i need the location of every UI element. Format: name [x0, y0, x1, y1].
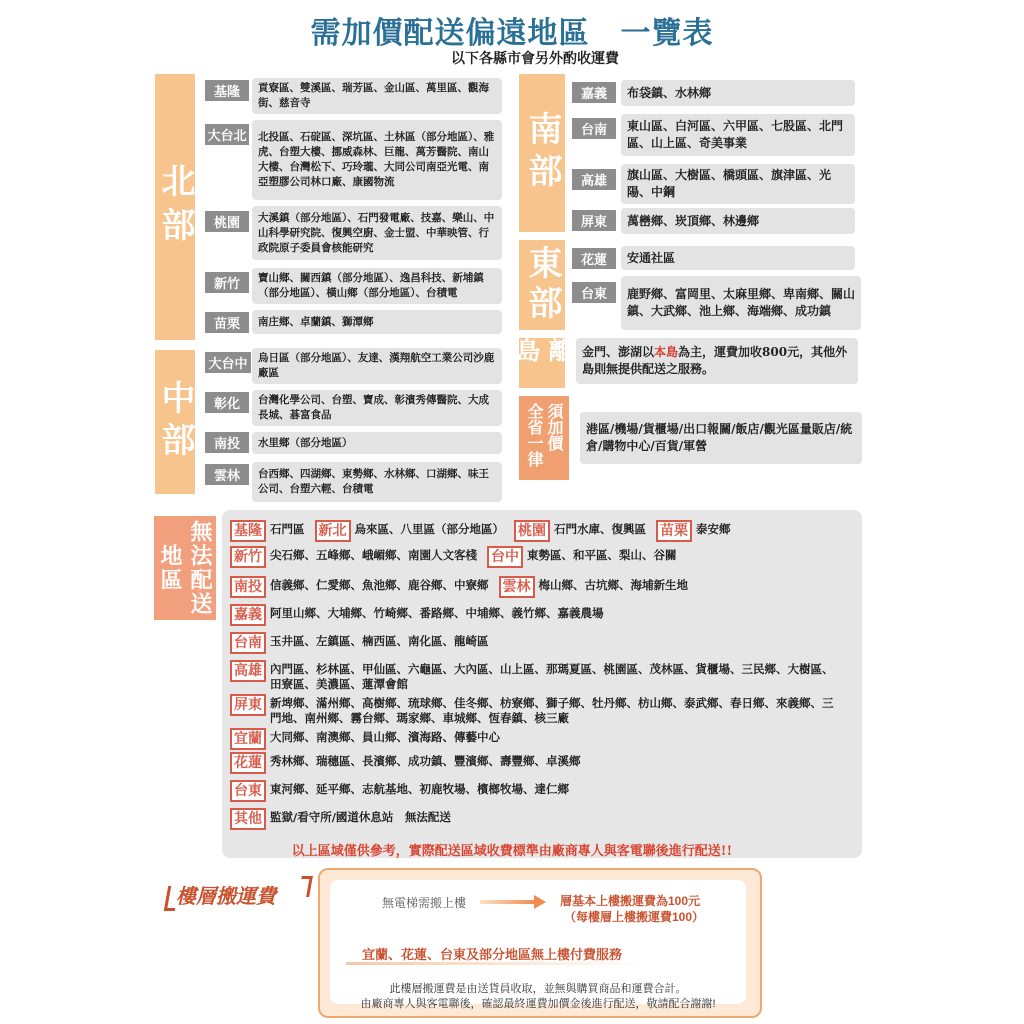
noship-county-tag: 桃園: [514, 520, 550, 542]
south-pingtung-text: [621, 208, 855, 234]
tag-taichung: 大台中: [205, 352, 251, 373]
noship-county-tag: 屏東: [230, 694, 266, 716]
islands-note: [582, 344, 852, 378]
tag-taitung: 台東: [572, 282, 616, 303]
region-east-label: 東部: [522, 245, 562, 325]
tag-taipei: 大台北: [205, 124, 249, 145]
region-south-label: 南部: [522, 111, 562, 195]
north-taoyuan-text: [252, 206, 502, 260]
south-pingtung-areas: 萬巒鄉、崁頂鄉、林邊鄉: [627, 213, 760, 228]
region-south: [519, 74, 565, 232]
noship-county-tag: 新北: [315, 520, 351, 542]
tag-kaohsiung: 高雄: [572, 169, 616, 190]
tag-yunlin: 雲林: [205, 464, 249, 485]
noship-county-tag: 雲林: [499, 576, 535, 598]
central-yunlin-areas: 台西鄉、四湖鄉、東勢鄉、水林鄉、口湖鄉、味王公司、台塑六輕、台積電: [258, 468, 489, 495]
east-hualien-text: [621, 246, 855, 270]
noship-row: [230, 728, 850, 750]
noship-areas: 石門水庫、復興區: [554, 522, 646, 536]
noship-areas: 烏來區、八里區（部分地區）: [354, 522, 504, 536]
north-taipei-text: [252, 120, 502, 200]
noship-areas: 秀林鄉、瑞穗區、長濱鄉、成功鎮、豐濱鄉、壽豐鄉、卓溪鄉: [270, 754, 581, 768]
arrow-right-icon: [534, 895, 546, 909]
noship-row: [230, 660, 850, 692]
noship-row: [230, 752, 850, 774]
south-chiayi-areas: 布袋鎮、水林鄉: [627, 85, 712, 100]
region-north-label: 北部: [155, 163, 195, 251]
north-miaoli-text: [252, 310, 502, 334]
noship-row: [230, 546, 850, 568]
stairs-note1: 此樓層搬運費是由送貨員收取，並無與購買商品和運費合計。: [389, 983, 687, 995]
stairs-title-bracket-right: [298, 876, 313, 897]
tag-taoyuan: 桃園: [205, 211, 249, 232]
noship-areas: 玉井區、左鎮區、楠西區、南化區、龍崎區: [270, 634, 489, 648]
islands-highlight: 本島: [654, 345, 679, 359]
page-subtitle: 以下各縣市會另外酌收運費: [451, 51, 619, 67]
north-keelung-text: [252, 78, 502, 114]
north-keelung-areas: 貢寮區、雙溪區、瑞芳區、金山區、萬里區、觀海街、慈音寺: [258, 82, 489, 109]
region-nationwide-label: 全省一律: [525, 403, 544, 467]
noship-county-tag: 宜蘭: [230, 728, 266, 750]
noship-areas: 尖石鄉、五峰鄉、峨嵋鄉、南園人文客棧: [270, 548, 477, 562]
tag-hualien: 花蓮: [572, 248, 616, 269]
tag-miaoli: 苗栗: [205, 312, 249, 333]
east-taitung-areas: 鹿野鄉、富岡里、太麻里鄉、卑南鄉、關山鎮、大武鄉、池上鄉、海端鄉、成功鎮: [627, 287, 856, 318]
central-changhua-text: [252, 390, 502, 426]
south-tainan-text: [621, 114, 855, 156]
noship-county-tag: 其他: [230, 808, 266, 830]
noship-row: [230, 632, 850, 654]
islands-text: [576, 338, 858, 384]
region-north: [155, 74, 195, 340]
tag-changhua: 彰化: [205, 392, 249, 413]
page-title: 需加價配送偏遠地區 一覽表: [310, 16, 714, 51]
north-taipei-areas: 北投區、石碇區、深坑區、土林區（部分地區）、雅虎、台塑大樓、挪威森林、巨龍、萬芳醫院、南山大樓、台灣松下、巧玲瓏、大同公司南亞光電、南亞塑膠公司林口廠、康國物流: [258, 131, 495, 188]
south-chiayi-text: [621, 80, 855, 106]
noship-county-tag: 花蓮: [230, 752, 266, 774]
south-kaohsiung-text: [621, 164, 855, 204]
islands-text-after: 為主，運費加收800元，其他外島則無提供配送之服務。: [582, 345, 848, 376]
south-kaohsiung-areas: 旗山區、大樹區、橋頭區、旗津區、光陽、中鋼: [627, 168, 832, 199]
stairs-fee-line2: （每樓層上樓搬運費100）: [564, 910, 705, 924]
region-islands: [512, 338, 573, 388]
noship-county-tag: 台東: [230, 780, 266, 802]
noship-areas: 內門區、杉林區、甲仙區、六龜區、大內區、山上區、那瑪夏區、桃園區、茂林區、貨櫃場、三民鄉、大樹區、田寮區、美濃區、蓮潭會館: [270, 662, 834, 691]
south-tainan-areas: 東山區、白河區、六甲區、七股區、北門區、山上區、奇美事業: [627, 119, 844, 150]
noship-areas: 阿里山鄉、大埔鄉、竹崎鄉、番路鄉、中埔鄉、義竹鄉、嘉義農場: [270, 606, 604, 620]
tag-nantou: 南投: [205, 432, 249, 453]
noship-row: [230, 694, 850, 726]
region-east: [519, 240, 565, 330]
noship-row: [230, 780, 850, 802]
noship-label: [154, 516, 216, 620]
central-yunlin-text: [252, 462, 502, 502]
east-hualien-areas: 安通社區: [627, 250, 676, 265]
noship-areas: 東河鄉、延平鄉、志航基地、初鹿牧場、檳榔牧場、達仁鄉: [270, 782, 569, 796]
central-taichung-areas: 烏日區（部分地區）、友達、漢翔航空工業公司沙鹿廠區: [258, 352, 495, 379]
islands-text-before: 金門、澎湖以: [582, 345, 655, 359]
stairs-title: 樓層搬運費: [176, 884, 276, 908]
region-nationwide: [519, 396, 569, 480]
central-taichung-text: [252, 348, 502, 384]
noship-county-tag: 新竹: [230, 546, 266, 568]
noship-areas: 東勢區、和平區、梨山、谷關: [527, 548, 677, 562]
noship-county-tag: 南投: [230, 576, 266, 598]
noship-areas: 監獄/看守所/國道休息站 無法配送: [270, 810, 451, 824]
noship-row: [230, 604, 850, 626]
noship-areas: 新埤鄉、滿州鄉、高樹鄉、琉球鄉、佳冬鄉、枋寮鄉、獅子鄉、牡丹鄉、枋山鄉、泰武鄉、春日鄉、來義鄉、三門地、南州鄉、霧台鄉、瑪家鄉、車城鄉、恆春鎮、核三廠: [270, 696, 834, 725]
stairs-arrow-line: [480, 900, 536, 904]
noship-county-tag: 高雄: [230, 660, 266, 682]
north-miaoli-areas: 南庄鄉、卓蘭鎮、獅潭鄉: [258, 315, 374, 328]
noship-row: [230, 576, 850, 598]
region-islands-label: 離島: [512, 338, 573, 364]
region-surcharge-label: 須加價: [545, 403, 564, 451]
noship-areas: 大同鄉、南澳鄉、員山鄉、濱海路、傳藝中心: [270, 730, 500, 744]
nationwide-text: [580, 412, 862, 464]
noship-county-tag: 苗栗: [656, 520, 692, 542]
central-nantou-text: [252, 432, 502, 454]
footnote: 以上區域僅供參考，實際配送區域收費標準由廠商專人與客電聯後進行配送!!: [291, 844, 733, 859]
east-taitung-text: [621, 276, 861, 330]
noship-county-tag: 嘉義: [230, 604, 266, 626]
north-taoyuan-areas: 大溪鎮（部分地區）、石門發電廠、技嘉、樂山、中山科學研究院、復興空廚、金士盟、中華映管、行政院原子委員會核能研究: [258, 211, 495, 254]
stairs-note2: 由廠商專人與客電聯後，確認最終運費加價金後進行配送，敬請配合謝謝!: [360, 998, 716, 1010]
noship-row: [230, 808, 850, 830]
noship-county-tag: 台南: [230, 632, 266, 654]
tag-chiayi: 嘉義: [572, 82, 616, 103]
tag-hsinchu: 新竹: [205, 272, 249, 293]
central-nantou-areas: 水里鄉（部分地區）: [258, 436, 353, 449]
noship-areas: 石門區: [270, 522, 305, 536]
stairs-no-elevator: 無電梯需搬上樓: [382, 896, 467, 910]
stairs-underline: [346, 962, 646, 965]
noship-label-text: 無法配送地區: [157, 520, 213, 616]
north-hsinchu-text: [252, 268, 502, 304]
stairs-no-service: 宜蘭、花蓮、台東及部分地區無上樓付費服務: [362, 947, 623, 962]
tag-tainan: 台南: [572, 118, 616, 139]
region-central-label: 中部: [155, 380, 195, 464]
noship-county-tag: 基隆: [230, 520, 266, 542]
noship-areas: 信義鄉、仁愛鄉、魚池鄉、鹿谷鄉、中寮鄉: [270, 578, 489, 592]
noship-areas: 泰安鄉: [696, 522, 731, 536]
noship-row: [230, 520, 850, 542]
stairs-fee-line1: 層基本上樓搬運費為100元: [560, 894, 701, 908]
nationwide-places: 港區/機場/貨櫃場/出口報關/飯店/觀光區量販店/統倉/購物中心/百貨/軍營: [586, 422, 853, 453]
north-hsinchu-areas: 寶山鄉、關西鎮（部分地區）、逸昌科技、新埔鎮（部分地區）、橫山鄉（部分地區）、台積電: [258, 272, 484, 299]
region-central: [155, 350, 195, 494]
noship-areas: 梅山鄉、古坑鄉、海埔新生地: [538, 578, 688, 592]
tag-keelung: 基隆: [205, 80, 249, 101]
tag-pingtung: 屏東: [572, 210, 616, 231]
noship-county-tag: 台中: [487, 546, 523, 568]
central-changhua-areas: 台灣化學公司、台塑、寶成、彰濱秀傳醫院、大成長城、碁富食品: [258, 394, 489, 421]
